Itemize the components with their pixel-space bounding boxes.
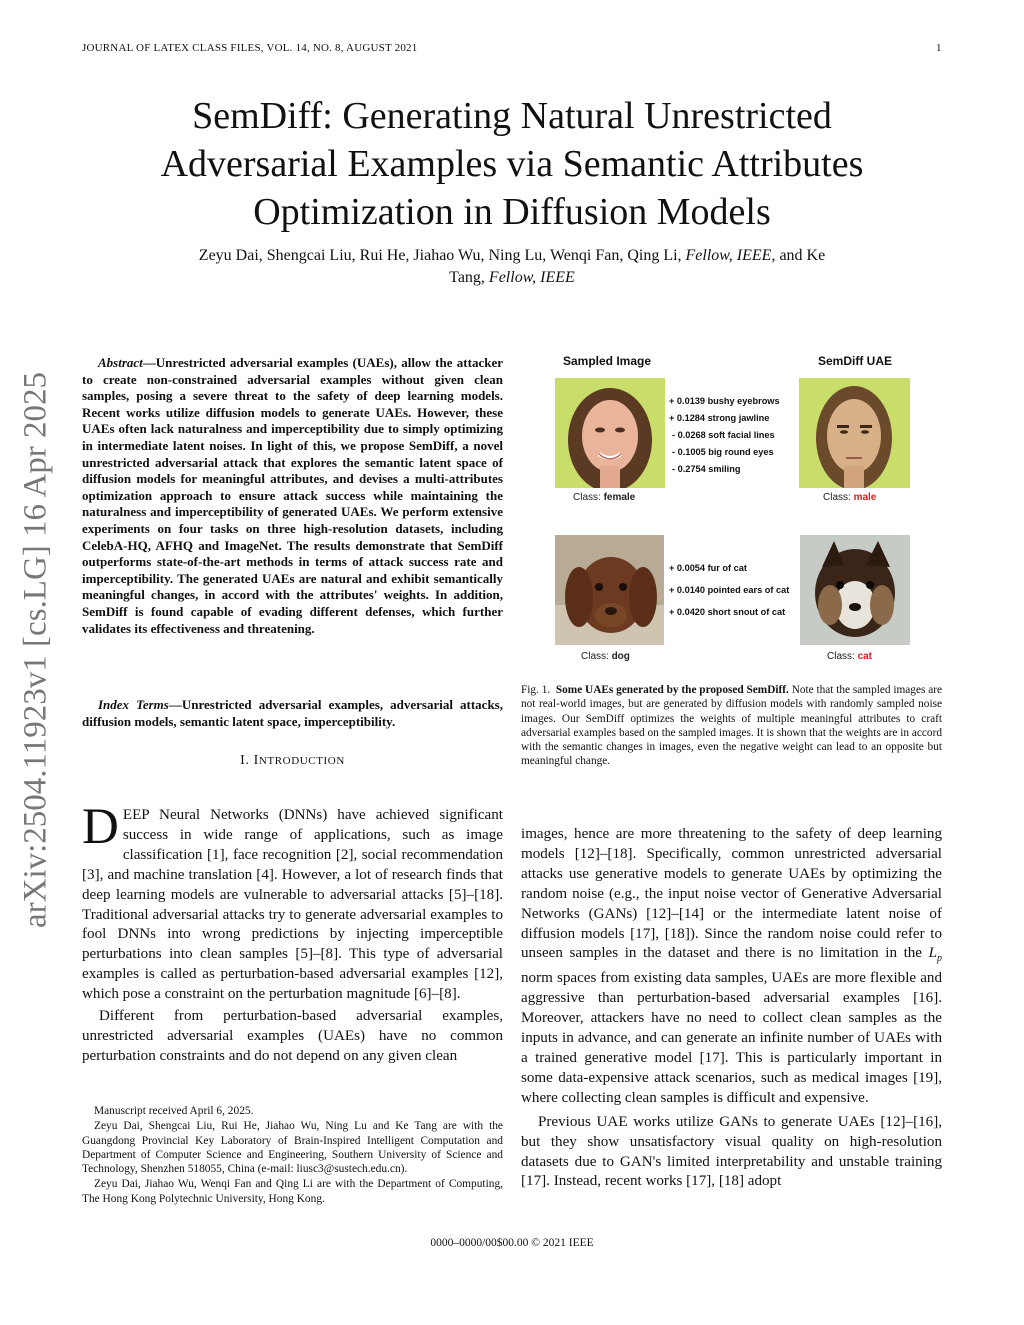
figure-caption xyxy=(521,683,942,769)
class-label-cat: Class: cat xyxy=(827,651,873,662)
drop-cap: D xyxy=(82,799,119,855)
uae-cat-image xyxy=(800,535,910,645)
title-line: SemDiff: Generating Natural Unrestricted xyxy=(192,95,832,137)
abstract-text: —Unrestricted adversarial examples (UAEs), allow the attacker to create non-constrained adversarial examples without given clean samples, posing a severe threat to the safety of deep learning models. Recent works utilize diffusion models to generate UAEs. However, these UAEs often lack naturalness and imperceptibility due to simply optimizing in intermediate latent noises. In light of this, we propose SemDiff, a novel unrestricted adversarial attack that explores the semantic latent space of diffusion models for meaningful attributes, and devises a multi-attributes optimization approach to ensure attack success while maintaining the naturalness and imperceptibility of generated UAEs. We perform extensive experiments on four tasks on three high-resolution datasets, including CelebA-HQ, AFHQ and ImageNet. The results demonstrate that SemDiff outperforms state-of-the-art methods in terms of attack success rate and imperceptibility. The generated UAEs are natural and exhibit semantically meaningful changes, in accord with the attributes' weights. In addition, SemDiff is found capable of evading different defenses, which further validates its effectiveness and threatening. xyxy=(82,355,503,636)
footnote: Zeyu Dai, Shengcai Liu, Rui He, Jiahao Wu, Ning Lu and Ke Tang are with the Guangdong Provincial Key Laboratory of Brain-Inspired Intelligent Computation and Department of Computer Science and Engineering, Southern University of Science and Technology, Shenzhen 518055, China (e-mail: liusc3@sustech.edu.cn). xyxy=(82,1120,503,1176)
math-lp: $L_p$ xyxy=(928,945,942,965)
class-label-dog: Class: dog xyxy=(581,651,630,662)
authors-text: Tang, xyxy=(449,269,489,286)
caption-bold: Some UAEs generated by the proposed SemDiff. xyxy=(555,684,789,696)
fellow-note: Fellow, IEEE xyxy=(488,269,575,286)
class-label-female: Class: female xyxy=(573,492,636,503)
abstract xyxy=(82,355,503,637)
intro-paragraph: Different from perturbation-based adversarial examples, unrestricted adversarial examples (UAEs) have no common perturbation constraints and do not depend on any given clean xyxy=(82,1008,503,1064)
label-semdiff-uae: SemDiff UAE xyxy=(818,354,893,368)
footnote: Manuscript received April 6, 2025. xyxy=(94,1105,254,1117)
attribute-weight: + 0.0140 pointed ears of cat xyxy=(669,585,790,595)
uae-face-image xyxy=(799,378,910,488)
footnotes xyxy=(82,1104,503,1207)
intro-column-left xyxy=(82,799,503,1067)
section-heading: I. INTRODUCTION xyxy=(240,753,345,768)
attribute-weight: + 0.0054 fur of cat xyxy=(669,563,747,573)
fellow-note: Fellow, IEEE, xyxy=(685,247,776,264)
intro-column-right xyxy=(521,825,942,1192)
intro-paragraph: images, hence are more threatening to the safety of deep learning models [12]–[18]. Specifically, common unrestricted adversarial attacks use generative models to generate UAEs by optimizing the random noise (e.g., the input noise vector of Generative Adversarial Networks (GANs) [12]–[14] or the intermediate latent noise of diffusion models [17], [18]). Since the random noise could refer to unseen samples in the dataset and there is no limitation in the $L_p$ norm spaces from existing data samples, UAEs are more flexible and aggressive than perturbation-based adversarial examples [16]. Moreover, attackers have no need to collect clean samples as the inputs in advance, and can generate an infinite number of UAEs with a trained generative model [17]. This is particularly important in some data-expensive attack scenarios, such as medical images [19], where collecting clean samples is difficult and expensive. xyxy=(521,826,942,1106)
page-number: 1 xyxy=(936,42,942,54)
index-terms-text: —Unrestricted adversarial examples, adversarial attacks, diffusion models, semantic latent space, imperceptibility. xyxy=(82,697,503,729)
attribute-weight: + 0.1284 strong jawline xyxy=(669,413,770,423)
arxiv-sidebar xyxy=(4,350,68,950)
index-terms-label: Index Terms xyxy=(98,697,169,712)
index-terms xyxy=(82,697,503,730)
intro-paragraph: EEP Neural Networks (DNNs) have achieved significant success in wide range of applications, such as image classification [1], face recognition [2], social recommendation [3], and machine translation [4]. However, a lot of research finds that deep learning models are vulnerable to adversarial attacks [5]–[18]. Traditional adversarial attacks try to generate adversarial examples to fool DNNs into wrong predictions by injecting imperceptible perturbations into clean samples [5]–[8]. This type of adversarial examples is called as perturbation-based adversarial examples [12], which pose a constraint on the perturbation magnitude [6]–[8]. xyxy=(82,807,503,1003)
authors-text: Zeyu Dai, Shengcai Liu, Rui He, Jiahao Wu, Ning Lu, Wenqi Fan, Qing Li, xyxy=(198,247,686,264)
attribute-weight: - 0.1005 big round eyes xyxy=(672,447,774,457)
running-header: JOURNAL OF LATEX CLASS FILES, VOL. 14, NO. 8, AUGUST 2021 xyxy=(82,42,418,54)
title-line: Adversarial Examples via Semantic Attributes xyxy=(160,143,864,185)
arxiv-id: arXiv:2504.11923v1 [cs.LG] 16 Apr 2025 xyxy=(17,371,54,929)
class-label-male: Class: male xyxy=(823,492,877,503)
copyright-footer: 0000–0000/00$00.00 © 2021 IEEE xyxy=(430,1237,594,1249)
caption-label: Fig. 1. xyxy=(521,684,551,696)
attribute-weight: - 0.0268 soft facial lines xyxy=(672,430,775,440)
caption-text: Note that the sampled images are not real-world images, but are generated by diffusion models with randomly sampled noise images. Our SemDiff optimizes the weights of multiple meaningful attributes to craft adversarial examples based on the sampled images. It is shown that the weights are in accord with the semantic changes in images, even the negative weight can lead to an opposite but meaningful change. xyxy=(521,684,942,768)
footnote: Zeyu Dai, Jiahao Wu, Wenqi Fan and Qing Li are with the Department of Computing, The Hong Kong Polytechnic University, Hong Kong. xyxy=(82,1178,503,1205)
attribute-weight: + 0.0420 short snout of cat xyxy=(669,607,786,617)
sampled-face-image xyxy=(555,378,665,488)
title-line: Optimization in Diffusion Models xyxy=(253,191,771,233)
attribute-weight: + 0.0139 bushy eyebrows xyxy=(669,396,780,406)
authors-text: and Ke xyxy=(775,247,826,264)
paper-title xyxy=(100,92,924,236)
abstract-label: Abstract xyxy=(98,355,143,370)
sampled-dog-image xyxy=(555,535,664,645)
author-list xyxy=(110,245,914,289)
label-sampled-image: Sampled Image xyxy=(563,354,652,368)
figure-1 xyxy=(521,350,942,670)
attribute-weight: - 0.2754 smiling xyxy=(672,464,741,474)
intro-paragraph: Previous UAE works utilize GANs to generate UAEs [12]–[16], but they show unsatisfactory visual quality on high-resolution datasets due to GAN's limited interpretability and unstable training [17]. Instead, recent works [17], [18] adopt xyxy=(521,1113,942,1190)
